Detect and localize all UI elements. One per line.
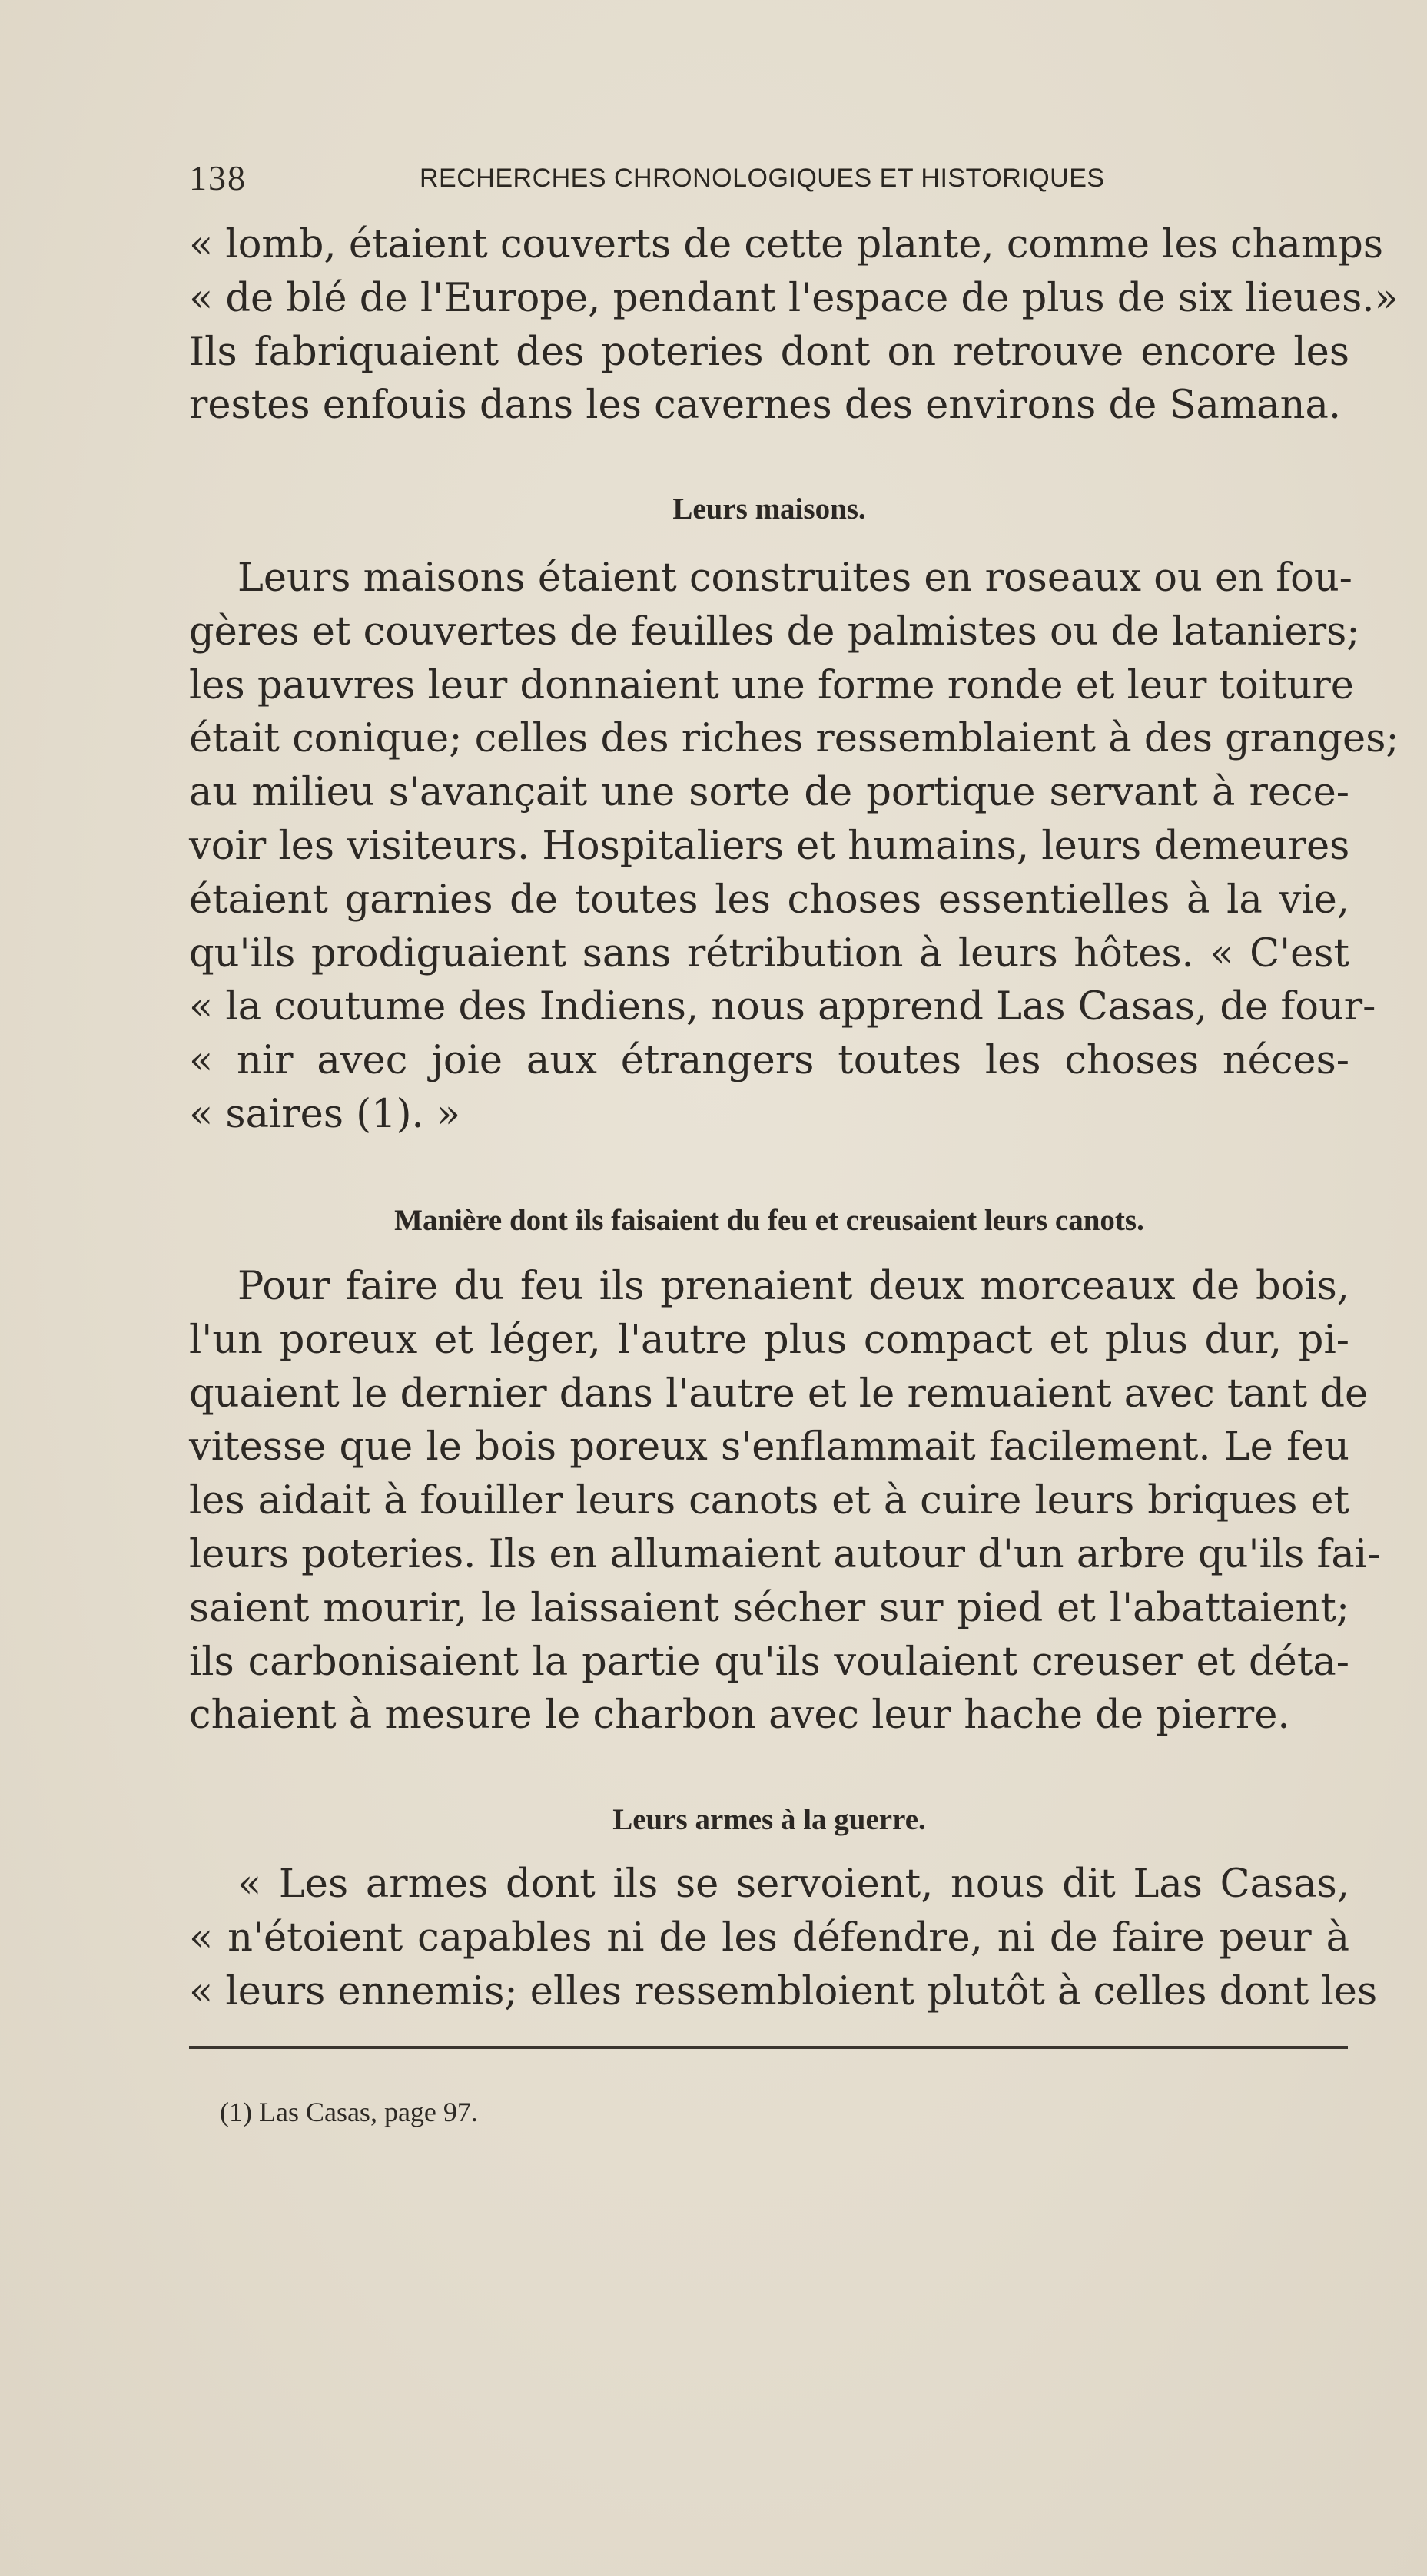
text-line: Pour faire du feu ils prenaient deux morceaux de bois,	[237, 1264, 1349, 1309]
text-line: au milieu s'avançait une sorte de portique servant à rece-	[189, 770, 1349, 816]
section-heading-feu: Manière dont ils faisaient du feu et creusaient leurs canots.	[394, 1204, 1144, 1237]
section-heading-armes: Leurs armes à la guerre.	[612, 1803, 926, 1836]
text-line: quaient le dernier dans l'autre et le remuaient avec tant de	[189, 1371, 1369, 1417]
page-number: 138	[189, 158, 247, 197]
text-line: vitesse que le bois poreux s'enflammait facilement. Le feu	[189, 1424, 1349, 1470]
text-line: l'un poreux et léger, l'autre plus compact et plus dur, pi-	[189, 1317, 1349, 1363]
text-line: étaient garnies de toutes les choses essentielles à la vie,	[189, 877, 1349, 923]
section-armes-paragraph	[189, 1858, 1378, 2018]
text-line: les aidait à fouiller leurs canots et à cuire leurs briques et	[189, 1478, 1349, 1524]
text-line: « lomb, étaient couverts de cette plante, comme les champs	[189, 222, 1384, 267]
footnote-divider	[189, 2046, 1348, 2049]
footnote: (1) Las Casas, page 97.	[220, 2097, 478, 2127]
text-line: Leurs maisons étaient construites en roseaux ou en fou-	[237, 555, 1352, 601]
text-line: « nir avec joie aux étrangers toutes les choses néces-	[189, 1038, 1349, 1084]
section-heading-maisons: Leurs maisons.	[672, 492, 866, 525]
section-feu-paragraph	[189, 1260, 1381, 1742]
running-title: RECHERCHES CHRONOLOGIQUES ET HISTORIQUES	[420, 164, 1105, 193]
text-line: saient mourir, le laissaient sécher sur pied et l'abattaient;	[189, 1585, 1349, 1631]
text-line: les pauvres leur donnaient une forme ronde et leur toiture	[189, 662, 1354, 708]
text-line: leurs poteries. Ils en allumaient autour d'un arbre qu'ils fai-	[189, 1531, 1381, 1577]
text-line: « de blé de l'Europe, pendant l'espace de plus de six lieues.»	[189, 275, 1399, 321]
text-line: voir les visiteurs. Hospitaliers et humains, leurs demeures	[189, 823, 1350, 869]
text-line: « la coutume des Indiens, nous apprend Las Casas, de four-	[189, 984, 1376, 1030]
text-line: qu'ils prodiguaient sans rétribution à leurs hôtes. « C'est	[189, 930, 1349, 976]
text-line: gères et couvertes de feuilles de palmistes ou de lataniers;	[189, 608, 1360, 655]
text-line: était conique; celles des riches ressemblaient à des granges;	[189, 716, 1399, 762]
text-line: chaient à mesure le charbon avec leur hache de pierre.	[189, 1692, 1290, 1739]
text-line: « Les armes dont ils se servoient, nous dit Las Casas,	[237, 1862, 1349, 1907]
text-line: Ils fabriquaient des poteries dont on retrouve encore les	[189, 329, 1349, 375]
text-line: « n'étoient capables ni de les défendre, ni de faire peur à	[189, 1915, 1349, 1961]
text-line: « saires (1). »	[189, 1091, 461, 1137]
page-header	[189, 157, 1180, 204]
text-line: « leurs ennemis; elles ressembloient plutôt à celles dont les	[189, 1968, 1378, 2014]
text-line: ils carbonisaient la partie qu'ils voulaient creuser et déta-	[189, 1639, 1349, 1685]
text-line: restes enfouis dans les cavernes des environs de Samana.	[189, 383, 1342, 429]
section-maisons-paragraph	[189, 552, 1399, 1142]
intro-paragraph	[189, 218, 1399, 433]
